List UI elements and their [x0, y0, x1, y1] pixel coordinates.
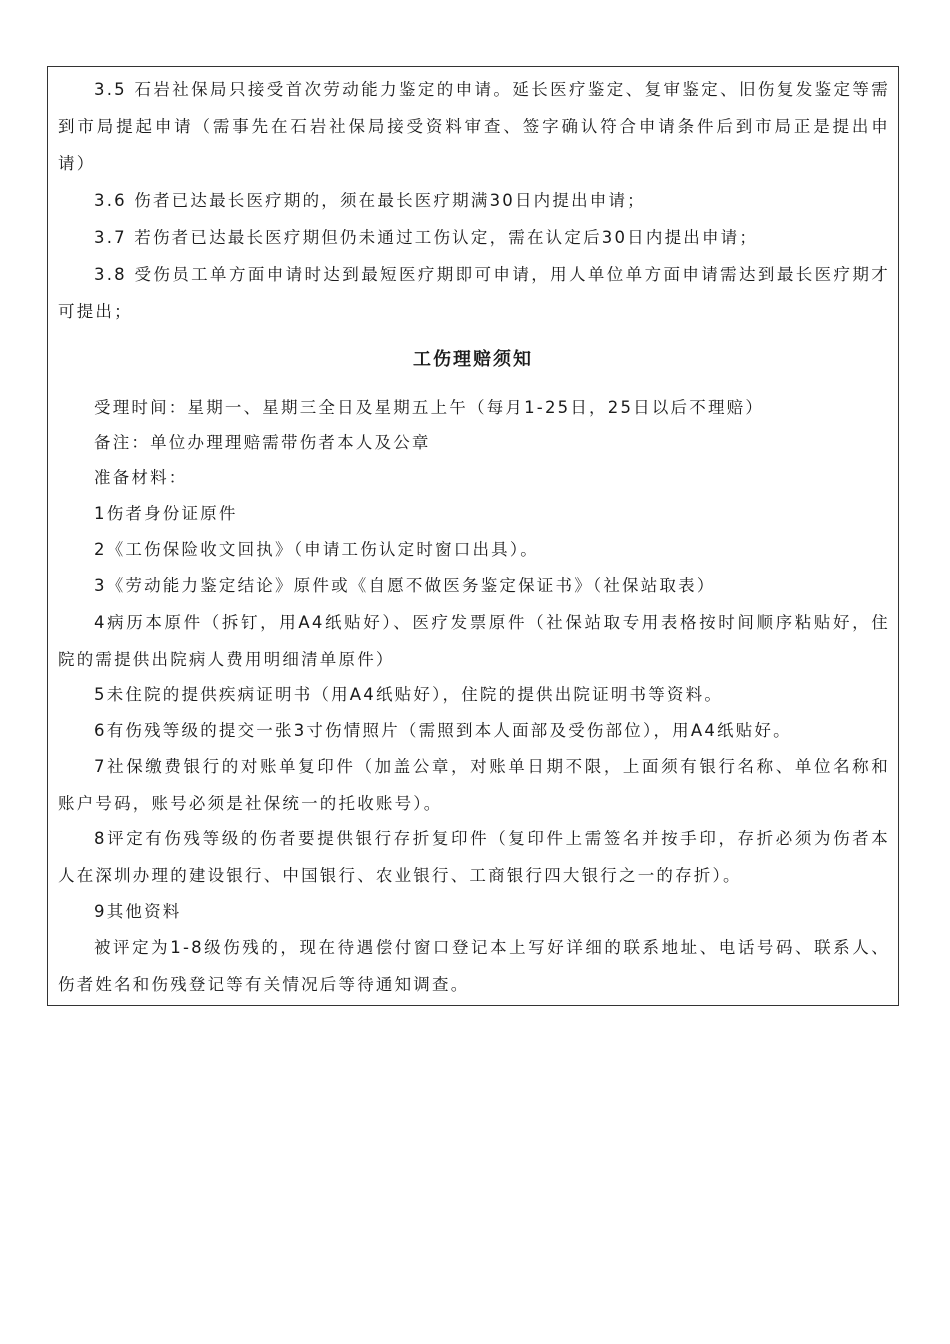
material-item-9: 9其他资料	[94, 902, 182, 921]
remark-note: 备注：单位办理理赔需带伤者本人及公章	[94, 433, 431, 452]
material-item-7: 7社保缴费银行的对账单复印件（加盖公章，对账单日期不限，上面须有银行名称、单位名称和账户号码，账号必须是社保统一的托收账号）。	[58, 757, 890, 813]
closing-note: 被评定为1-8级伤残的，现在待遇偿付窗口登记本上写好详细的联系地址、电话号码、联系人、伤者姓名和伤残登记等有关情况后等待通知调查。	[58, 938, 890, 994]
notice-title: 工伤理赔须知	[413, 349, 533, 370]
material-item-1: 1伤者身份证原件	[94, 504, 238, 523]
material-item-8: 8评定有伤残等级的伤者要提供银行存折复印件（复印件上需签名并按手印，存折必须为伤者本人在深圳办理的建设银行、中国银行、农业银行、工商银行四大银行之一的存折）。	[58, 829, 890, 885]
clause-3-6: 3.6 伤者已达最长医疗期的，须在最长医疗期满30日内提出申请；	[94, 191, 646, 210]
clause-3-7: 3.7 若伤者已达最长医疗期但仍未通过工伤认定，需在认定后30日内提出申请；	[94, 228, 759, 247]
material-item-6: 6有伤残等级的提交一张3寸伤情照片（需照到本人面部及受伤部位），用A4纸贴好。	[94, 721, 792, 740]
materials-label: 准备材料：	[94, 468, 188, 487]
material-item-2: 2《工伤保险收文回执》（申请工伤认定时窗口出具）。	[94, 540, 539, 559]
material-item-3: 3《劳动能力鉴定结论》原件或《自愿不做医务鉴定保证书》（社保站取表）	[94, 576, 716, 595]
material-item-5: 5未住院的提供疾病证明书（用A4纸贴好），住院的提供出院证明书等资料。	[94, 685, 724, 704]
acceptance-hours: 受理时间：星期一、星期三全日及星期五上午（每月1-25日，25日以后不理赔）	[94, 398, 765, 417]
clause-3-5: 3.5 石岩社保局只接受首次劳动能力鉴定的申请。延长医疗鉴定、复审鉴定、旧伤复发鉴定等需到市局提起申请（需事先在石岩社保局接受资料审查、签字确认符合申请条件后到市局正是提出申请）	[58, 80, 890, 173]
material-item-4: 4病历本原件（拆钉，用A4纸贴好）、医疗发票原件（社保站取专用表格按时间顺序粘贴好，住院的需提供出院病人费用明细清单原件）	[58, 613, 890, 669]
clause-3-8: 3.8 受伤员工单方面申请时达到最短医疗期即可申请，用人单位单方面申请需达到最长医疗期才可提出；	[58, 265, 890, 321]
document-frame	[47, 66, 899, 1006]
